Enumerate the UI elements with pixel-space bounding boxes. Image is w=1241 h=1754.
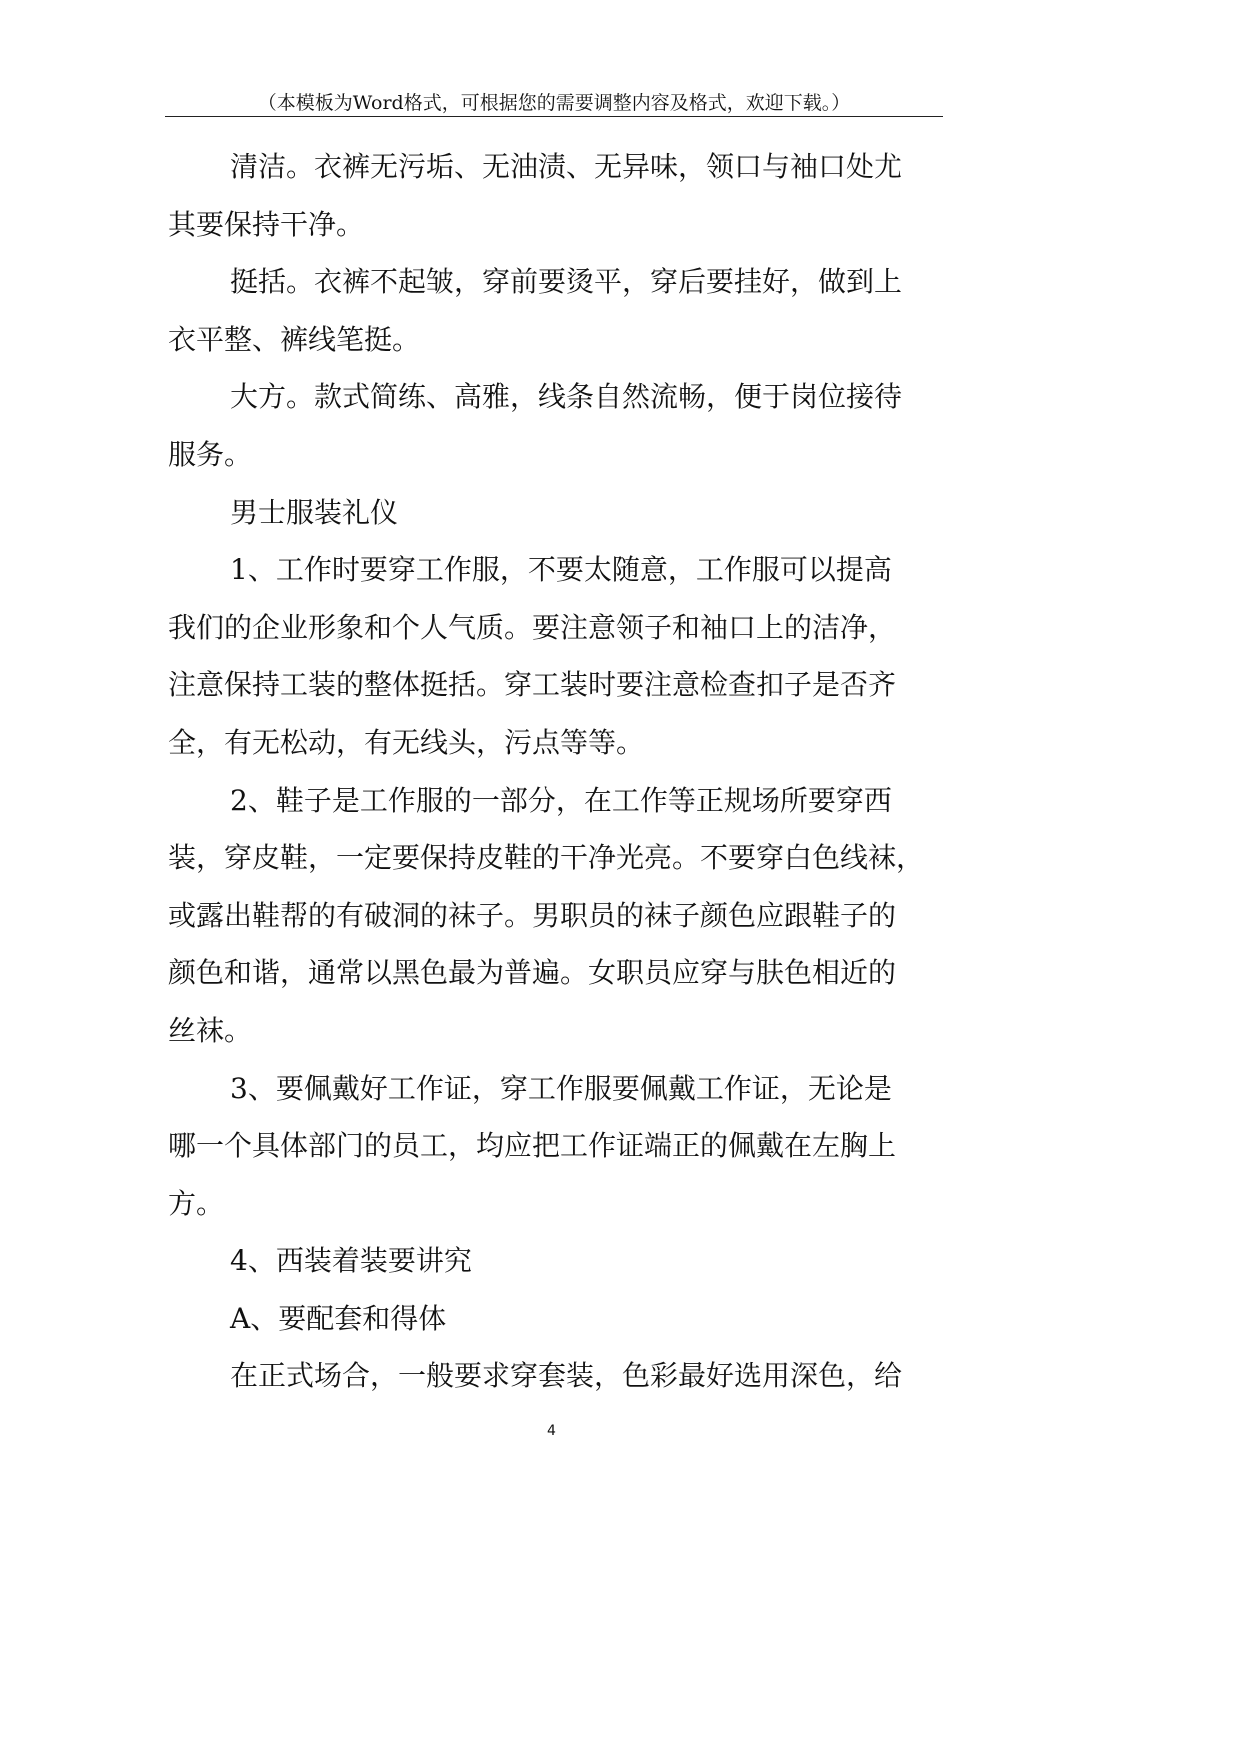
text-line: 装，穿皮鞋，一定要保持皮鞋的干净光亮。不要穿白色线袜，: [168, 841, 925, 875]
text-line: 3、要佩戴好工作证，穿工作服要佩戴工作证，无论是: [230, 1071, 892, 1105]
text-line: 2、鞋子是工作服的一部分，在工作等正规场所要穿西: [230, 783, 892, 817]
text-line: 4、西装着装要讲究: [230, 1244, 472, 1278]
text-line: 注意保持工装的整体挺括。穿工装时要注意检查扣子是否齐: [168, 668, 897, 702]
text-line: 1、工作时要穿工作服，不要太随意，工作服可以提高: [230, 553, 892, 587]
text-line: 衣平整、裤线笔挺。: [168, 322, 421, 356]
template-notice-header: （本模板为Word格式，可根据您的需要调整内容及格式，欢迎下载。）: [257, 92, 851, 114]
text-line: 在正式场合，一般要求穿套装，色彩最好选用深色，给: [230, 1359, 903, 1393]
text-line: 哪一个具体部门的员工，均应把工作证端正的佩戴在左胸上: [168, 1129, 897, 1163]
header-divider: [165, 116, 943, 117]
page-number: 4: [547, 1423, 556, 1439]
text-line: 我们的企业形象和个人气质。要注意领子和袖口上的洁净，: [168, 610, 897, 644]
text-line: 清洁。衣裤无污垢、无油渍、无异味，领口与袖口处尤: [230, 150, 903, 183]
section-heading-mens-attire: 男士服装礼仪: [230, 495, 399, 529]
text-line: 丝袜。: [168, 1013, 253, 1047]
text-line: A、要配套和得体: [230, 1301, 447, 1335]
text-line: 方。: [168, 1186, 225, 1220]
text-line: 其要保持干净。: [168, 207, 365, 241]
text-line: 服务。: [168, 437, 253, 471]
document-body: [168, 138, 944, 1405]
text-line: 大方。款式简练、高雅，线条自然流畅，便于岗位接待: [230, 380, 903, 414]
text-line: 或露出鞋帮的有破洞的袜子。男职员的袜子颜色应跟鞋子的: [168, 898, 897, 932]
text-line: 全，有无松动，有无线头，污点等等。: [168, 725, 645, 759]
text-line: 颜色和谐，通常以黑色最为普遍。女职员应穿与肤色相近的: [168, 956, 897, 990]
text-line: 挺括。衣裤不起皱，穿前要烫平，穿后要挂好，做到上: [230, 265, 903, 299]
